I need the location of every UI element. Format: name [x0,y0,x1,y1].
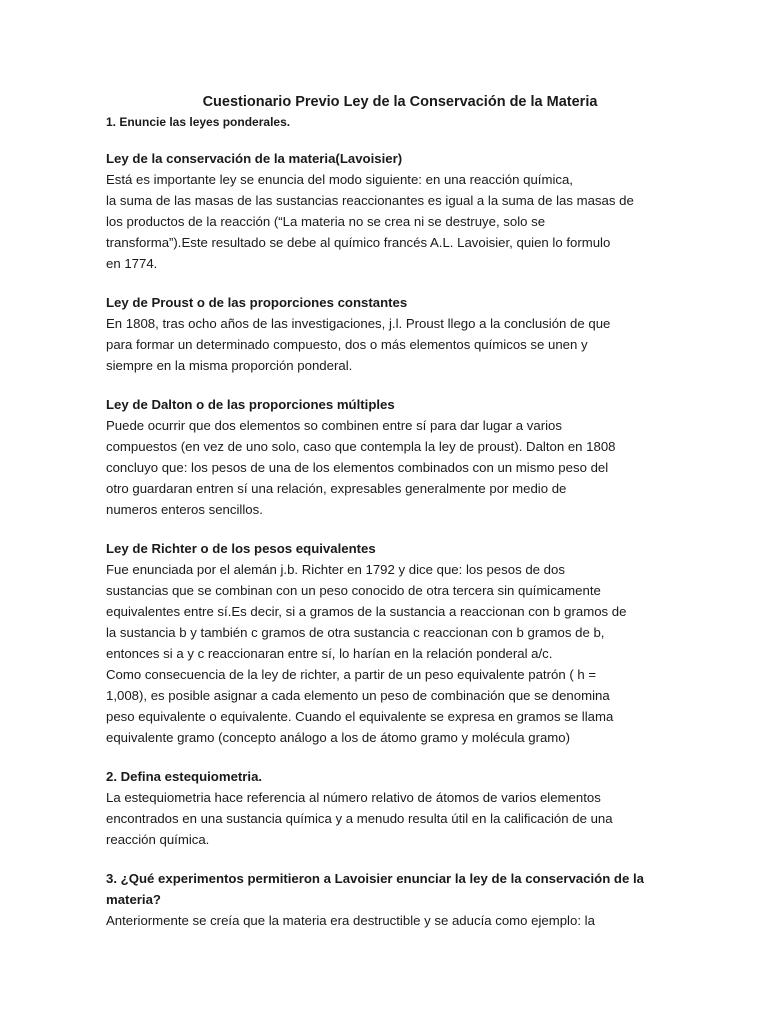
section-body: La estequiometria hace referencia al número relativo de átomos de varios elementos encontrados en una sustancia química y a menudo resulta útil en la calificación de una reacción química. [106,790,613,847]
section-body: Puede ocurrir que dos elementos so combinen entre sí para dar lugar a varios compuestos (en vez de uno solo, caso que contempla la ley de proust). Dalton en 1808 concluyo que: los pesos de una de los elementos combinados con un mismo peso del otro guardaran entren sí una relación, expresables generalmente por medio de numeros enteros sencillos. [106,418,616,517]
section-body: Anteriormente se creía que la materia era destructible y se aducía como ejemplo: la [106,913,595,928]
section-body: Fue enunciada por el alemán j.b. Richter en 1792 y dice que: los pesos de dos sustancias que se combinan con un peso conocido de otra tercera sin químicamente equivalentes entre sí.Es decir, si a gramos de la sustancia a reaccionan con b gramos de la sustancia b y también c gramos de otra sustancia c reaccionan con b gramos de b, entonces si a y c reaccionaran entre sí, lo harían en la relación ponderal a/c. Como consecuencia de la ley de richter, a partir de un peso equivalente patrón ( h = 1,008), es posible asignar a cada elemento un peso de combinación que se denomina peso equivalente o equivalente. Cuando el equivalente se expresa en gramos se llama equivalente gramo (concepto análogo a los de átomo gramo y molécula gramo) [106,562,627,745]
section-heading: Ley de Proust o de las proporciones constantes [106,295,408,310]
section-lavoisier [106,148,686,274]
document-page [106,92,686,949]
section-question-3 [106,868,686,931]
section-heading: 3. ¿Qué experimentos permitieron a Lavoisier enunciar la ley de la conservación de la materia? [106,871,644,907]
section-body: En 1808, tras ocho años de las investigaciones, j.l. Proust llego a la conclusión de que para formar un determinado compuesto, dos o más elementos químicos se unen y siempre en la misma proporción ponderal. [106,316,611,373]
section-body: Está es importante ley se enuncia del modo siguiente: en una reacción química, la suma de las masas de las sustancias reaccionantes es igual a la suma de las masas de los productos de la reacción (“La materia no se crea ni se destruye, solo se transforma”).Este resultado se debe al químico francés A.L. Lavoisier, quien lo formulo en 1774. [106,172,634,271]
section-heading: Ley de Dalton o de las proporciones múltiples [106,397,395,412]
section-heading: Ley de la conservación de la materia(Lavoisier) [106,151,403,166]
section-heading: Ley de Richter o de los pesos equivalentes [106,541,376,556]
section-richter [106,538,686,748]
section-estequiometria [106,766,686,850]
document-title: Cuestionario Previo Ley de la Conservación de la Materia [202,94,598,110]
question-1-prompt: 1. Enuncie las leyes ponderales. [106,115,291,129]
section-heading: 2. Defina estequiometria. [106,769,263,784]
section-proust [106,292,686,376]
section-dalton [106,394,686,520]
